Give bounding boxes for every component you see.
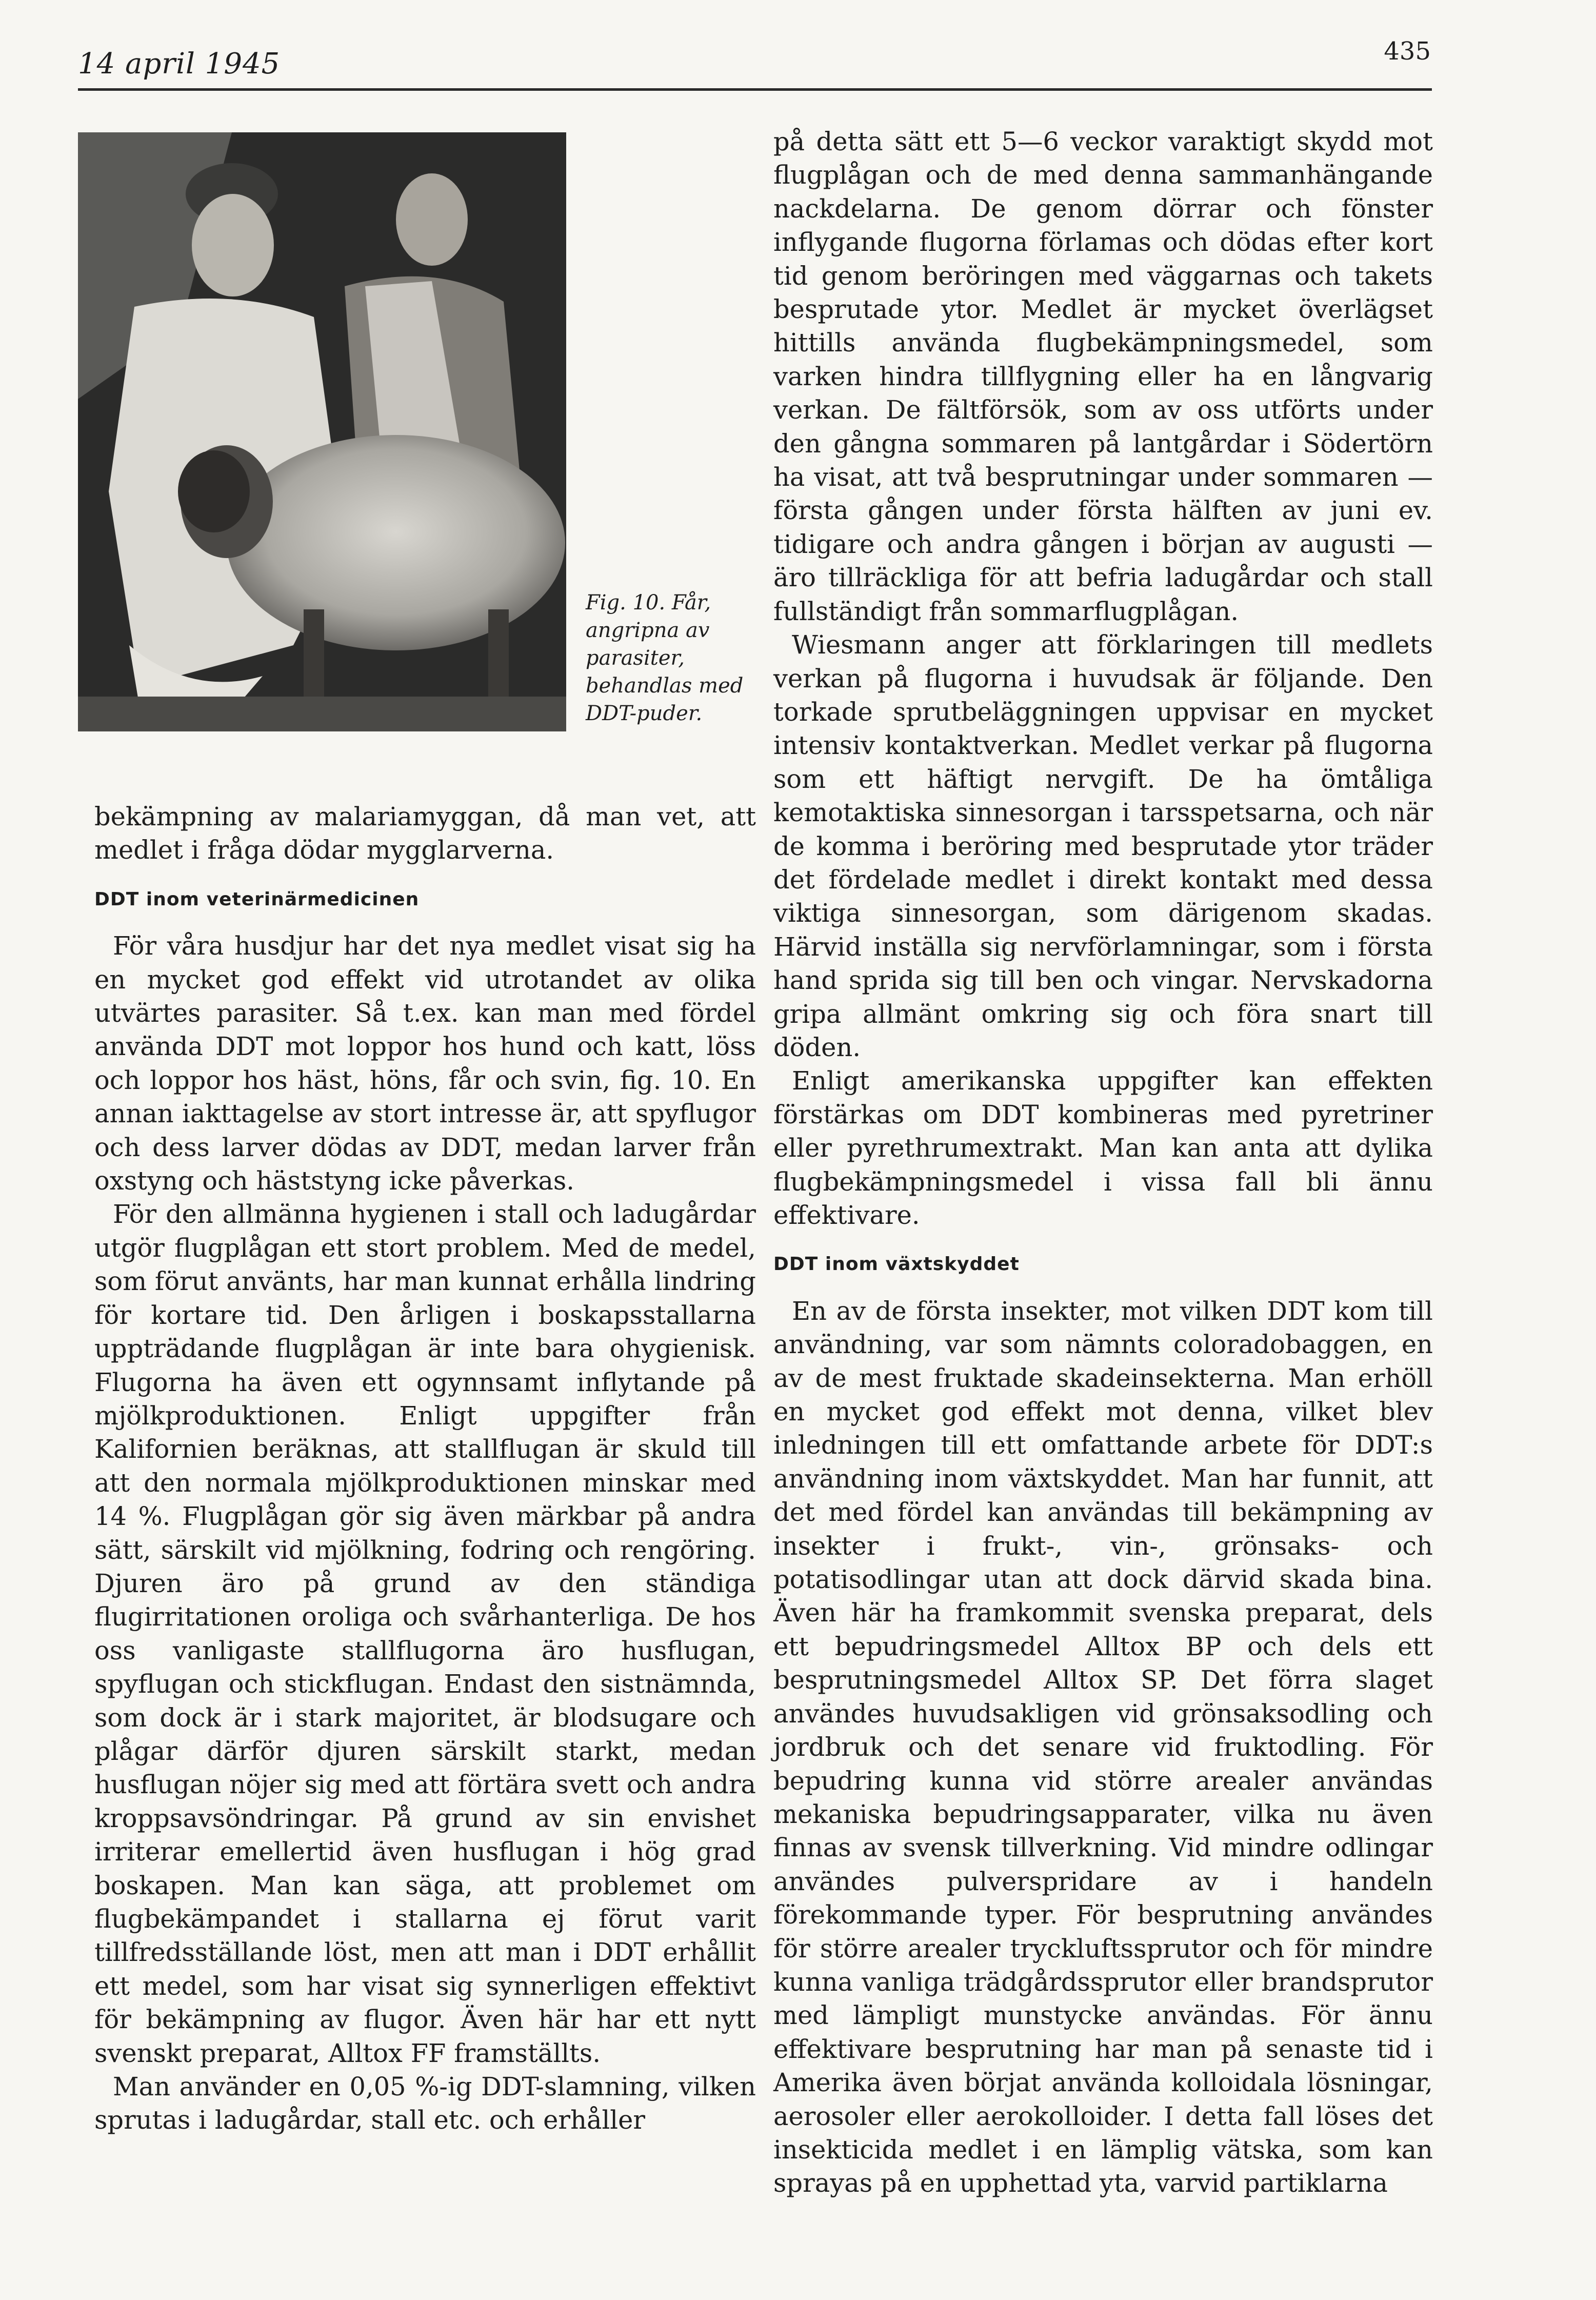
right-paragraph-0: på detta sätt ett 5—6 veckor varaktigt skydd mot flugplågan och de med denna sammanhängande nackdelarna. De genom dörrar och fönster inflygande flugorna förlamas och dödas efter kort tid genom beröringen med väggarnas och takets besprutade ytor. Medlet är mycket överlägset hittills använda flugbekämpningsmedel, som varken hindra tillflygning eller ha en långvarig verkan. De fältförsök, som av oss utförts under den gångna sommaren på lantgårdar i Södertörn ha visat, att två besprutningar under sommaren — första gången under första hälften av juni ev. tidigare och andra gången i början av augusti — äro tillräckliga för att befria ladugårdar och stall fullständigt från sommarflugplågan. [773, 127, 1433, 626]
header-divider [78, 88, 1432, 91]
left-section-paragraph-2: Man använder en 0,05 %-ig DDT-slamning, vilken sprutas i ladugårdar, stall etc. och erhåller [94, 2072, 756, 2135]
right-paragraph-1: Wiesmann anger att förklaringen till medlets verkan på flugorna i huvudsak är följande. Den torkade sprutbeläggningen uppvisar en mycket intensiv kontaktverkan. Medlet verkar på flugorna som ett häftigt nervgift. De ha ömtåliga kemotaktiska sinnesorgan i tarsspetsarna, och när de komma i beröring med besprutade ytor träder det fördelade medlet i direkt kontakt med dessa viktiga sinnesorgan, som därigenom skadas. Härvid inställa sig nervförlamningar, som i första hand sprida sig till ben och vingar. Nervskadorna gripa allmänt omkring sig och föra snart till döden. [773, 630, 1433, 1062]
right-paragraph-2: Enligt amerikanska uppgifter kan effekten förstärkas om DDT kombineras med pyretriner eller pyrethrumextrakt. Man kan anta att dylika flugbekämpningsmedel i vissa fall bli ännu effektivare. [773, 1066, 1433, 1230]
right-section-paragraph-0: En av de första insekter, mot vilken DDT kom till användning, var som nämnts coloradobaggen, en av de mest fruktade skadeinsekterna. Man erhöll en mycket god effekt mot denna, vilket blev inledningen till ett omfattande arbete för DDT:s användning inom växtskyddet. Man har funnit, att det med fördel kan användas till bekämpning av insekter i frukt-, vin-, grönsaks- och potatisodlingar utan att dock därvid skada bina. Även här ha framkommit svenska preparat, dels ett bepudringsmedel Alltox BP och dels ett besprutningsmedel Alltox SP. Det förra slaget användes huvudsakligen vid grönsaksodling och jordbruk och det senare vid fruktodling. För bepudring kunna vid större arealer användas mekaniska bepudringsapparater, vilka nu även finnas av svensk tillverkning. Vid mindre odlingar användes pulverspridare av i handeln förekommande typer. För besprutning användes för större arealer tryckluftssprutor och för mindre kunna vanliga trädgårdssprutor eller brandsprutor med lämpligt munstycke användas. För ännu effektivare besprutning har man på senaste tid i Amerika även börjat använda kolloidala lösningar, aerosoler eller aerokolloider. I detta fall löses det insekticida medlet i en lämplig vätska, som kan sprayas på en upphettad yta, varvid partiklarna [773, 1296, 1433, 2198]
figure-photo-illustration [78, 132, 566, 731]
figure-photo [78, 132, 566, 731]
left-paragraph-0: bekämpning av malariamyggan, då man vet, att medlet i fråga dödar mygglarverna. [94, 802, 756, 865]
section-heading-plant-protection: DDT inom växtskyddet [773, 1254, 1020, 1275]
section-heading-veterinary: DDT inom veterinärmedicinen [94, 888, 420, 910]
left-column [94, 800, 756, 2137]
page-number: 435 [1384, 37, 1431, 66]
left-section-paragraph-1: För den allmänna hygienen i stall och ladugårdar utgör flugplågan ett stort problem. Med de medel, som förut använts, har man kunnat erhålla lindring för kortare tid. Den årligen i boskapsstallarna uppträdande flugplågan är inte bara ohygienisk. Flugorna ha även ett ogynnsamt inflytande på mjölkproduktionen. Enligt uppgifter från Kalifornien beräknas, att stallflugan är skuld till att den normala mjölkproduktionen minskar med 14 %. Flugplågan gör sig även märkbar på andra sätt, särskilt vid mjölkning, fodring och rengöring. Djuren äro på grund av den ständiga flugirritationen oroliga och svårhanterliga. De hos oss vanligaste stallflugorna äro husflugan, spyflugan och stickflugan. Endast den sistnämnda, som dock är i stark majoritet, är blodsugare och plågar därför djuren särskilt starkt, medan husflugan nöjer sig med att förtära svett och andra kroppsavsöndringar. På grund av sin envishet irriterar emellertid även husflugan i hög grad boskapen. Man kan säga, att problemet om flugbekämpandet i stallarna ej förut varit tillfredsställande löst, men att man i DDT erhållit ett medel, som har visat sig synnerligen effektivt för bekämpning av flugor. Även här har ett nytt svenskt preparat, Alltox FF framställts. [94, 1199, 756, 2068]
left-section-paragraph-0: För våra husdjur har det nya medlet visat sig ha en mycket god effekt vid utrotandet av olika utvärtes parasiter. Så t.ex. kan man med fördel använda DDT mot loppor hos hund och katt, löss och loppor hos häst, höns, får och svin, fig. 10. En annan iakttagelse av stort intresse är, att spyflugor och dess larver dödas av DDT, medan larver från oxstyng och häststyng icke påverkas. [94, 931, 756, 1196]
figure-caption: Fig. 10. Får, angripna av parasiter, behandlas med DDT-puder. [586, 591, 744, 725]
header-date: 14 april 1945 [78, 47, 281, 81]
right-column [773, 125, 1433, 2200]
